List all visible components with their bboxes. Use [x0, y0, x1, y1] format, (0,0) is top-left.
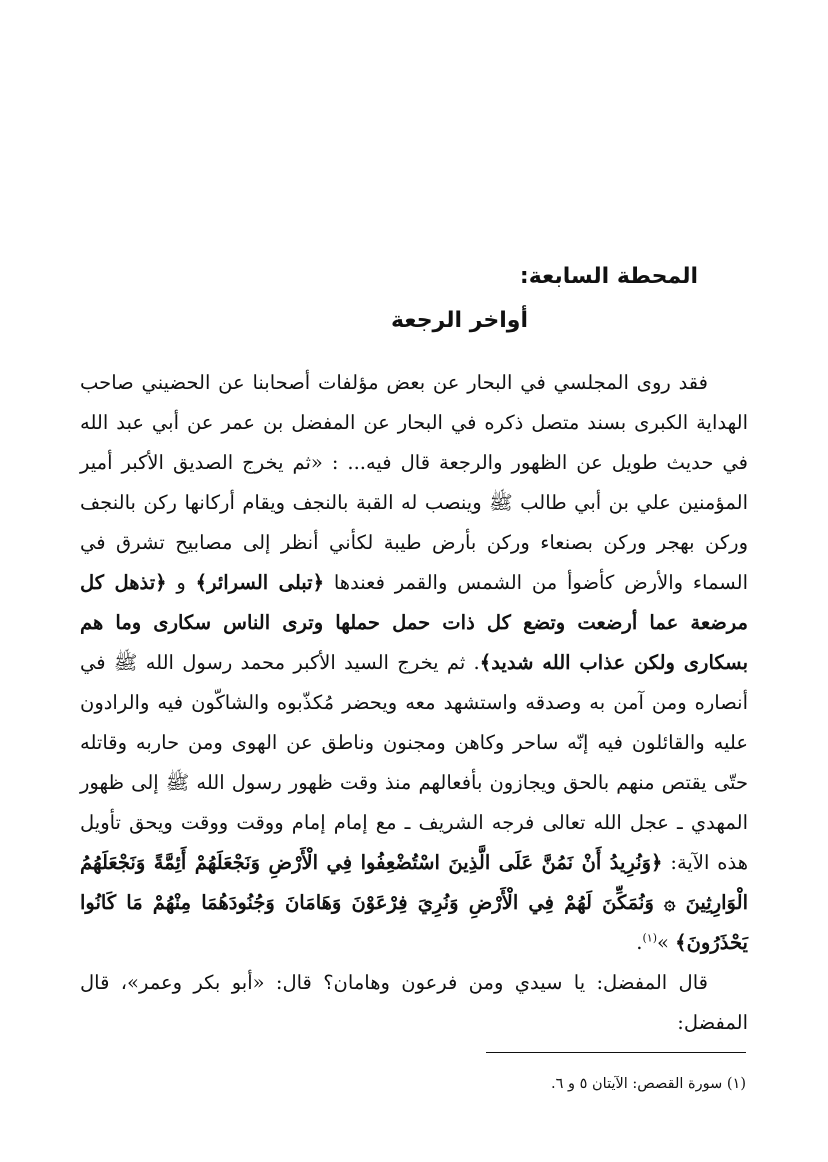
quran-quote-2: ﴿تذهل كل مرضعة عما أرضعت وتضع كل ذات حمل حملها وترى الناس سكارى وما هم بسكارى ولكن عذاب الله شديد﴾ — [80, 571, 749, 674]
quran-quote-1: ﴿تبلى السرائر﴾ — [195, 571, 325, 594]
quran-quote-3: ﴿وَنُرِيدُ أَنْ نَمُنَّ عَلَى الَّذِينَ اسْتُضْعِفُوا فِي الْأَرْضِ وَنَجْعَلَهُمْ أَئِمَّةً وَنَجْعَلَهُمُ الْوَارِثِينَ ۞ وَنُمَكِّنَ لَهُمْ فِي الْأَرْضِ وَنُرِيَ فِرْعَوْنَ وَهَامَانَ وَجُنُودَهُمَا مِنْهُمْ مَا كَانُوا يَحْذَرُونَ﴾ — [80, 851, 748, 954]
closing-quote: » — [657, 931, 676, 954]
paragraph-dialogue: قال المفضل: يا سيدي ومن فرعون وهامان؟ قال: «أبو بكر وعمر»، قال المفضل: — [80, 971, 748, 1034]
paragraph-narration — [80, 363, 748, 963]
narration-middle: . ثم يخرج السيد الأكبر محمد رسول الله ﷺ في أنصاره ومن آمن به وصدقه واستشهد معه ويحضر مُكذّبوه والشاكّون فيه والرادون عليه والقائلون فيه إنّه ساحر وكاهن ومجنون وناطق عن الهوى ومن حاربه وقاتله حتّى يقتص منهم بالحق ويجازون بأفعالهم منذ وقت ظهور رسول الله ﷺ إلى ظهور المهدي ـ عجل الله تعالى فرجه الشريف ـ مع إمام إمام ووقت ووقت ويحق تأويل هذه الآية: — [80, 651, 749, 874]
body-text — [80, 363, 748, 1043]
section-label: المحطة السابعة: — [519, 264, 698, 289]
sentence-end: . — [636, 931, 643, 954]
footnote-reference[interactable]: (١) — [642, 931, 658, 945]
narration-intro: فقد روى المجلسي في البحار عن بعض مؤلفات أصحابنا عن الحضيني صاحب الهداية الكبرى بسند متصل ذكره في البحار عن المفضل بن عمر عن أبي عبد الله في حديث طويل عن الظهور والرجعة قال فيه... : «ثم يخرج الصديق الأكبر أمير المؤمنين علي بن أبي طالب ﷺ وينصب له القبة بالنجف ويقام أركانها ركن بالنجف وركن بهجر وركن بصنعاء وركن بأرض طيبة لكأني أنظر إلى مصابيح تشرق في السماء والأرض كأضوأ من الشمس والقمر فعندها — [80, 371, 748, 594]
footnote-divider — [486, 1052, 746, 1053]
conjunction: و — [166, 571, 196, 594]
chapter-title: أواخر الرجعة — [390, 308, 528, 333]
footnote-1: (١) سورة القصص: الآيتان ٥ و ٦. — [550, 1076, 746, 1092]
